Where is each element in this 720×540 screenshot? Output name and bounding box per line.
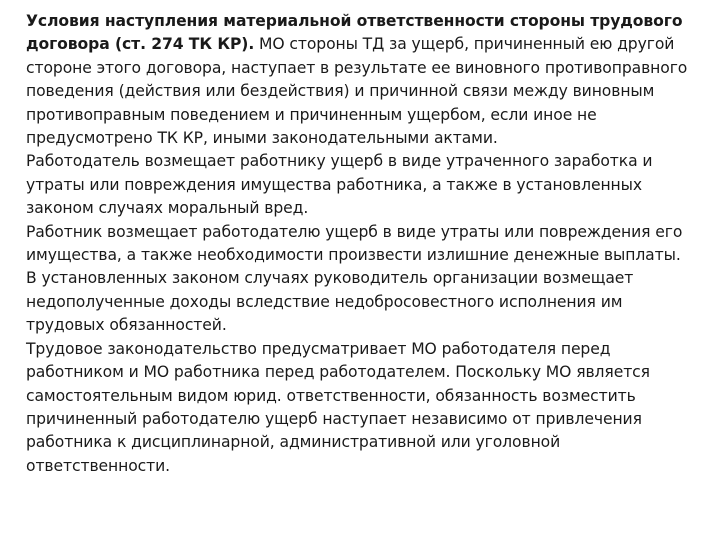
paragraph-employee: Работник возмещает работодателю ущерб в виде утраты или повреждения его имущества, а также необходимости произвести излишние денежные выплаты. [26, 222, 683, 265]
paragraph-employer: Работодатель возмещает работнику ущерб в виде утраченного заработка и утраты или повреждения имущества работника, а также в установленных законом случаях моральный вред. [26, 152, 653, 218]
paragraph-legislation: Трудовое законодательство предусматривает МО работодателя перед работником и МО работника перед работодателем. Поскольку МО является самостоятельным видом юрид. ответственности, обязанность возместить причиненный работодателю ущерб наступает независимо от привлечения работника к дисциплинарной, административной или уголовной ответственности. [26, 339, 650, 475]
paragraph-conditions [26, 10, 694, 150]
heading-conditions: Условия наступления материальной ответственности стороны трудового договора (ст. 274 ТК КР). [26, 12, 683, 54]
body-text [26, 10, 694, 478]
paragraph-conditions-text: МО стороны ТД за ущерб, причиненный ею другой стороне этого договора, наступает в результате ее виновного противоправного поведения (действия или бездействия) и причинной связи между виновным противоправным поведением и причиненным ущербом, если иное не предусмотрено ТК КР, иными законодательными актами. [26, 35, 688, 148]
paragraph-manager: В установленных законом случаях руководитель организации возмещает недополученные доходы вследствие недобросовестного исполнения им трудовых обязанностей. [26, 269, 634, 335]
